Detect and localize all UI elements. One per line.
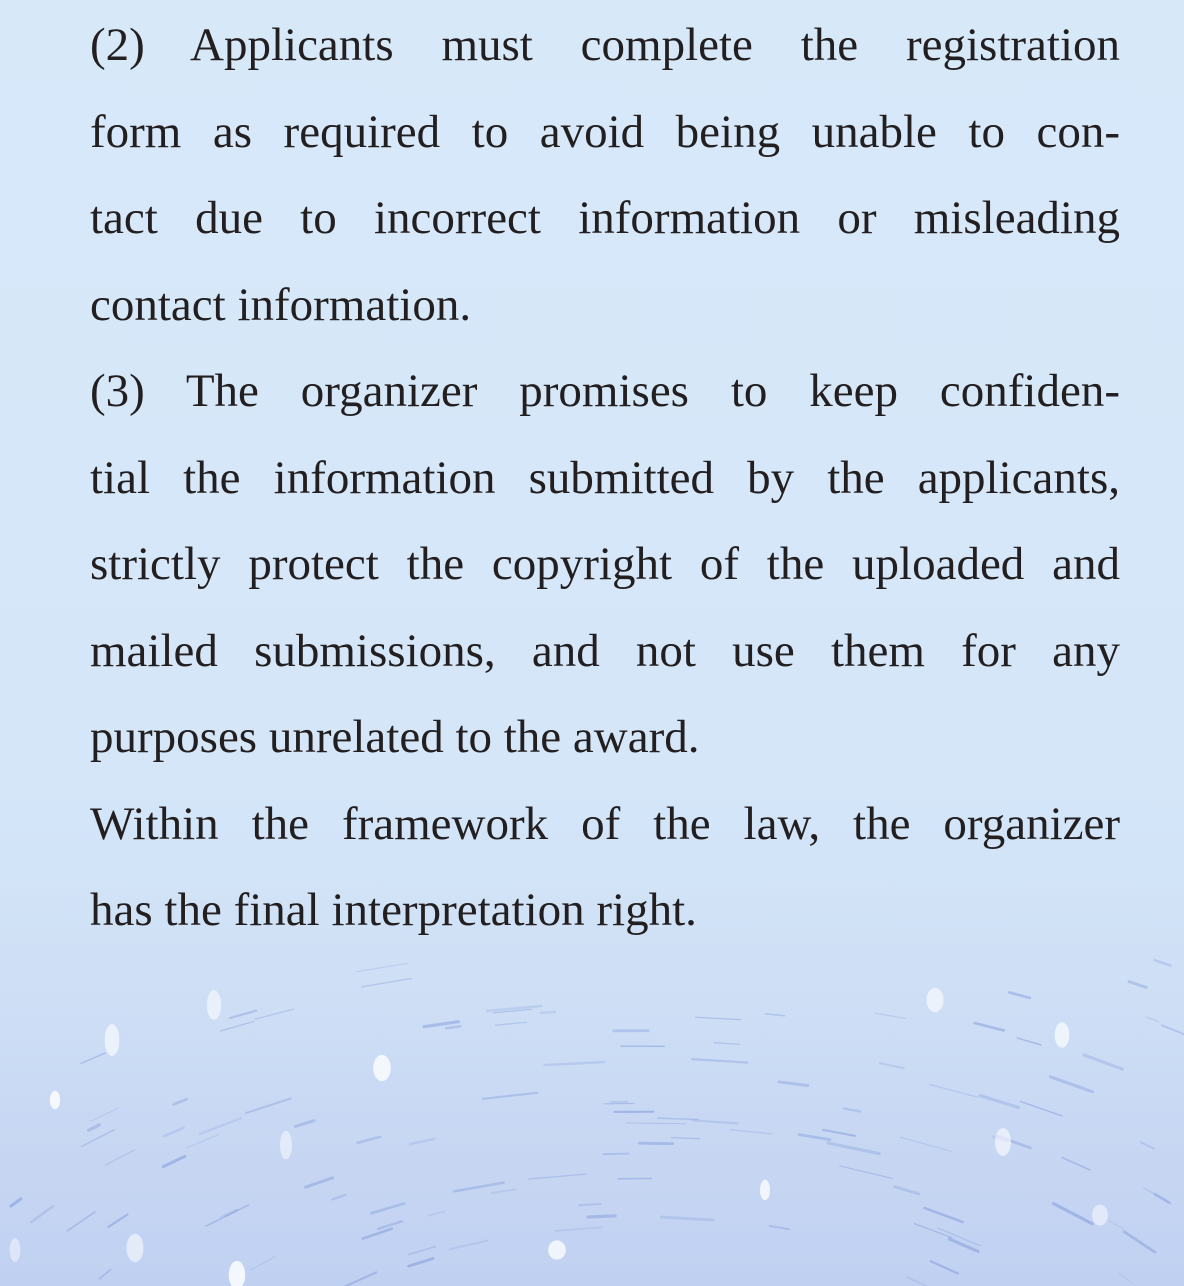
light-dot: [105, 1024, 120, 1056]
text-line: tial the information submitted by the applicants,: [90, 451, 1120, 504]
light-dot: [126, 1234, 143, 1262]
brush-streak: [604, 1103, 634, 1104]
text-line: tact due to incorrect information or misleading: [90, 192, 1120, 244]
light-dot: [995, 1128, 1011, 1156]
light-dot: [1092, 1204, 1108, 1225]
text-line: contact information.: [90, 278, 472, 331]
text-line: (2) Applicants must complete the registration: [90, 19, 1120, 71]
text-line: has the final interpretation right.: [90, 884, 697, 936]
text-line: strictly protect the copyright of the uploaded and: [90, 538, 1120, 590]
light-dot: [10, 1238, 21, 1262]
light-dot: [926, 988, 943, 1013]
paragraph-interpretation: [90, 781, 1120, 954]
light-dot: [207, 990, 221, 1020]
light-dot: [760, 1180, 770, 1200]
text-line: form as required to avoid being unable to con-: [90, 105, 1120, 158]
light-dot: [50, 1091, 60, 1109]
paragraph-confidentiality: [90, 348, 1120, 781]
paragraph-registration: [90, 2, 1120, 348]
brush-streak: [579, 1204, 600, 1205]
brush-streak: [541, 1012, 555, 1013]
light-dot: [373, 1055, 391, 1081]
brush-streak: [603, 1154, 629, 1155]
brush-streak: [640, 1143, 673, 1144]
text-line: (3) The organizer promises to keep confiden-: [90, 365, 1120, 417]
brush-streak: [446, 1026, 460, 1028]
light-dot: [1055, 1022, 1070, 1048]
text-line: purposes unrelated to the award.: [90, 711, 700, 763]
light-dot: [548, 1240, 566, 1259]
text-line: mailed submissions, and not use them for any: [90, 624, 1120, 677]
light-dot: [280, 1131, 292, 1160]
document-body: [90, 2, 1120, 954]
text-line: Within the framework of the law, the organizer: [90, 797, 1120, 850]
brush-streak: [588, 1216, 615, 1217]
